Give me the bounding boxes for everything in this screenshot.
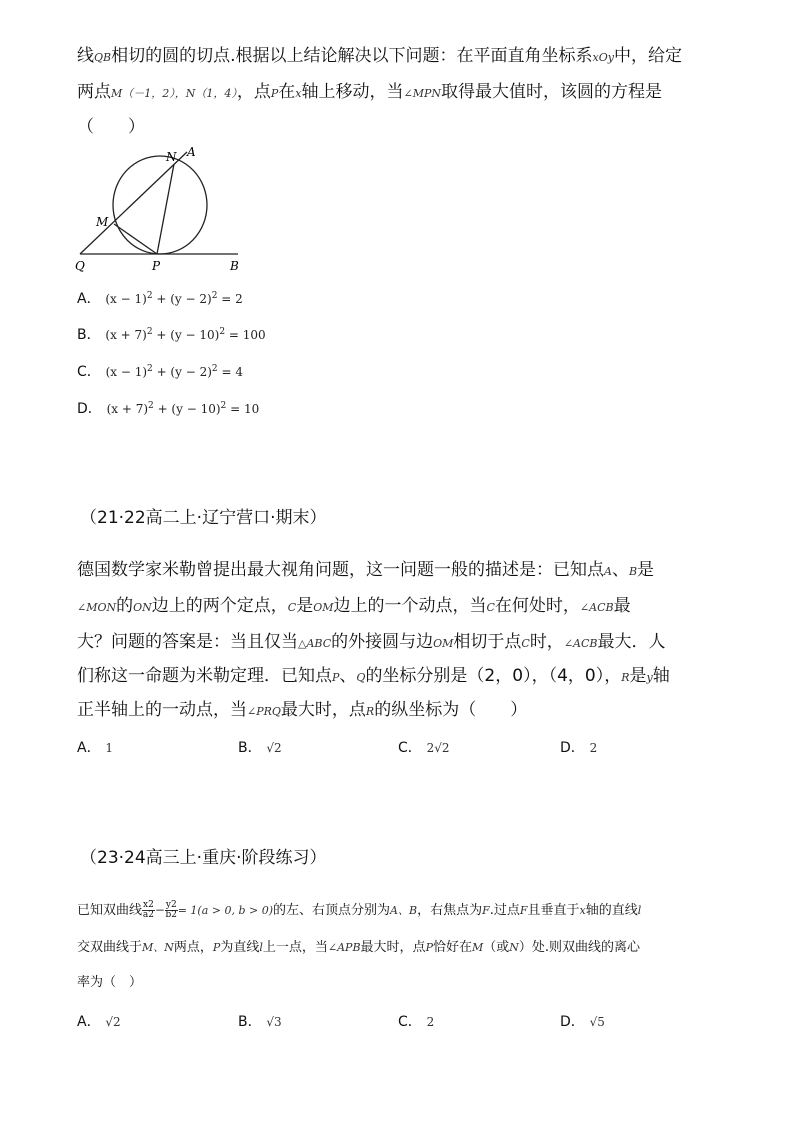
q3-option-b[interactable]: B． √3 xyxy=(238,1014,282,1030)
option-value: 1 xyxy=(105,741,113,755)
q1-line-2 xyxy=(77,80,662,106)
fraction-y2-b2: $\frac{y2}{b2}$ xyxy=(165,900,178,920)
text: 中，给定 xyxy=(613,46,682,66)
q3-line-2: 交双曲线于M、N两点，P为直线l上一点，当∠APB最大时，点P恰好在M（或N）处.则双曲线的离心 xyxy=(77,940,641,955)
q1-option-d[interactable] xyxy=(77,395,259,420)
q1-option-a[interactable] xyxy=(77,285,243,310)
math-p: P xyxy=(270,87,279,100)
text: 相切的圆的切点.根据以上结论解决以下问题：在平面直角坐标系 xyxy=(111,46,593,66)
label-q: Q xyxy=(75,259,85,272)
q1-line-1 xyxy=(77,44,682,70)
q3-line-1: 已知双曲线 $\frac{x2}{a2}$ − $\frac{y2}{b2}$ = 1(a > 0, b > 0)的左、右顶点分别为A、B，右焦点为F.过点F且垂直于x轴的直线l xyxy=(77,900,642,920)
q3-option-d[interactable]: D． √5 xyxy=(560,1014,605,1030)
figure-segment-mp xyxy=(114,224,157,254)
answer-blank: （ ） xyxy=(77,117,145,137)
text: 线 xyxy=(77,46,94,66)
text: 轴上移动，当 xyxy=(301,82,404,102)
fraction-x2-a2: $\frac{x2}{a2}$ xyxy=(142,900,154,920)
option-label: B． xyxy=(77,327,101,343)
q2-line-2: ∠MON的ON边上的两个定点，C是OM边上的一个动点，当C在何处时，∠ACB最 xyxy=(77,596,631,616)
q3-option-c[interactable]: C． 2 xyxy=(398,1014,435,1030)
option-value: 2 xyxy=(589,741,598,755)
q2-line-5: 正半轴上的一动点，当∠PRQ最大时，点R的纵坐标为（ ） xyxy=(77,700,528,720)
option-value: √5 xyxy=(589,1015,605,1029)
q2-option-c[interactable]: C． 2√2 xyxy=(398,740,450,756)
math-angle: ∠MPN xyxy=(403,87,442,100)
text: 取得最大值时，该圆的方程是 xyxy=(441,82,663,102)
option-label: C． xyxy=(77,364,101,380)
label-p: P xyxy=(152,259,161,272)
q3-line-3: 率为（ ） xyxy=(77,975,143,990)
option-equation: $(x + 7)^2 + (y - 10)^2 = 100$ xyxy=(105,327,266,342)
option-label: A． xyxy=(77,291,101,307)
q2-option-d[interactable]: D． 2 xyxy=(560,740,598,756)
math-x: x xyxy=(295,87,302,100)
q1-option-c[interactable] xyxy=(77,358,243,383)
math-qb: QB xyxy=(94,51,112,64)
q2-source: （21·22高二上·辽宁营口·期末） xyxy=(80,508,327,528)
q3-option-a[interactable]: A． √2 xyxy=(77,1014,121,1030)
q2-line-4: 们称这一命题为米勒定理．已知点P、Q的坐标分别是（2，0），（4，0），R是y轴 xyxy=(77,666,670,686)
q2-line-1: 德国数学家米勒曾提出最大视角问题，这一问题一般的描述是：已知点A、B是 xyxy=(77,560,655,580)
math-xoy: xOy xyxy=(592,51,614,64)
math-points: M（－1，2），N（1，4） xyxy=(111,87,237,100)
option-value: 2 xyxy=(426,1015,435,1029)
figure-line-qa xyxy=(80,152,187,254)
option-equation: $(x - 1)^2 + (y - 2)^2 = 2$ xyxy=(105,291,243,306)
label-m: M xyxy=(96,215,109,229)
q2-line-3: 大？问题的答案是：当且仅当△ABC的外接圆与边OM相切于点C时，∠ACB最大．人 xyxy=(77,632,666,652)
q1-line-3 xyxy=(77,115,145,139)
q1-option-b[interactable] xyxy=(77,321,266,346)
option-value: √2 xyxy=(105,1015,121,1029)
label-n: N xyxy=(166,150,177,164)
q3-source: （23·24高三上·重庆·阶段练习） xyxy=(80,848,327,868)
option-equation: $(x + 7)^2 + (y - 10)^2 = 10$ xyxy=(106,401,260,416)
option-value: 2√2 xyxy=(426,741,450,755)
option-equation: $(x - 1)^2 + (y - 2)^2 = 4$ xyxy=(105,364,243,379)
text: 在 xyxy=(278,82,296,102)
text: 两点 xyxy=(77,82,111,102)
q2-option-b[interactable]: B． √2 xyxy=(238,740,282,756)
option-value: √3 xyxy=(266,1015,282,1029)
label-b: B xyxy=(230,259,239,272)
circle-tangent-figure xyxy=(70,142,270,272)
option-value: √2 xyxy=(266,741,282,755)
label-a: A xyxy=(187,145,196,159)
text: ，点 xyxy=(236,82,271,102)
q2-option-a[interactable]: A． 1 xyxy=(77,740,113,756)
option-label: D． xyxy=(77,401,102,417)
